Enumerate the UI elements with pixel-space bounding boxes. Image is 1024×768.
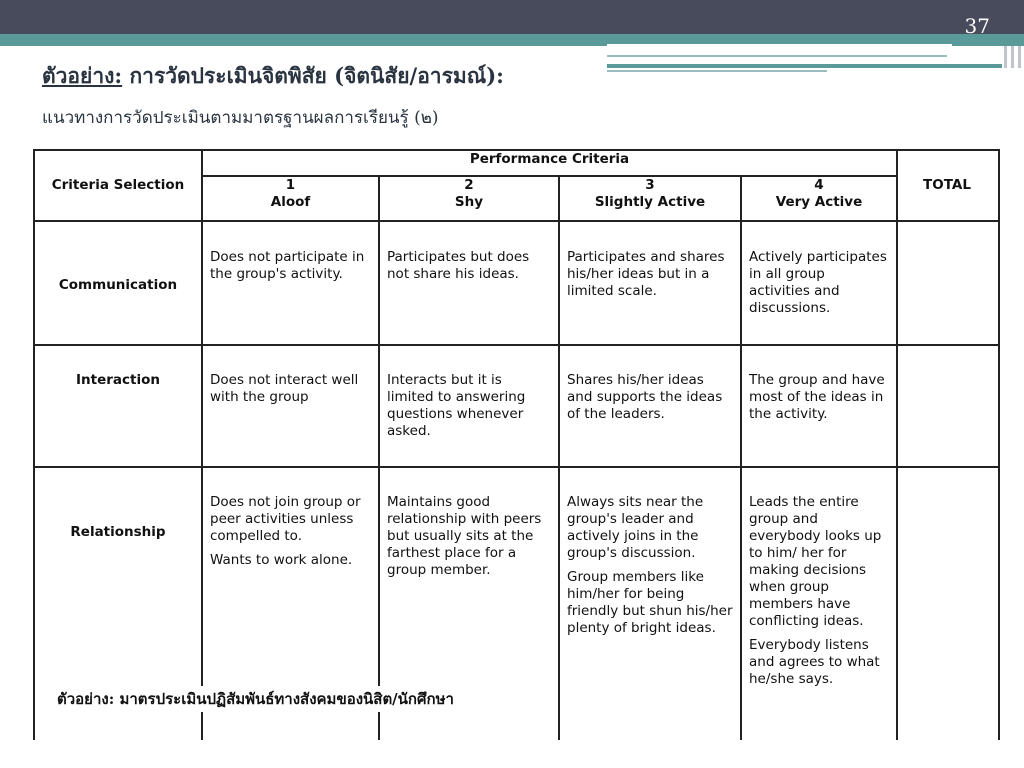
rubric-cell: Participates but does not share his ideas. [387,249,530,282]
accent-line [607,64,1002,68]
rubric-cell: Does not interact well with the group [210,372,359,405]
rubric-cell: Participates and shares his/her ideas but in a limited scale. [567,249,725,299]
grid-line [558,177,560,740]
criteria-header: Criteria Selection [51,177,185,193]
grid-line [740,177,742,740]
rubric-cell: Interacts but it is limited to answering questions whenever asked. [387,372,526,439]
grid-line [896,151,898,740]
rubric-cell: Shares his/her ideas and supports the ideas of the leaders. [567,372,723,422]
rubric-cell: Actively participates in all group activities and discussions. [749,249,887,316]
decorative-bar [1018,46,1021,68]
level-header: 4 Very Active [775,177,863,210]
top-banner [0,0,1024,34]
accent-line [607,44,952,49]
level-header: 2 Shy [454,177,484,210]
title-text: การวัดประเมินจิตพิสัย (จิตนิสัย/อารมณ์): [122,63,504,88]
decorative-bar [1004,46,1007,68]
grid-line [378,177,380,740]
rubric-cell: Always sits near the group's leader and actively joins in the group's discussion. Group members like him/her for being friendly but shun his/her plenty of bright ideas. [567,494,733,636]
grid-line [35,344,998,346]
performance-header: Performance Criteria [469,151,630,167]
title-prefix: ตัวอย่าง: [42,63,123,88]
accent-line [607,55,947,57]
grid-line [35,466,998,468]
level-header: 1 Aloof [270,177,311,210]
slide-title [42,60,504,93]
grid-line [35,220,998,222]
level-header: 3 Slightly Active [594,177,706,210]
rubric-cell: Does not join group or peer activities unless compelled to. Wants to work alone. [210,494,361,568]
rubric-cell: The group and have most of the ideas in the activity. [749,372,885,422]
decorative-bar [1011,46,1014,68]
slide-subtitle: แนวทางการวัดประเมินตามมาตรฐานผลการเรียนรู้ (๒) [42,108,439,128]
rubric-cell: Does not participate in the group's activity. [210,249,365,282]
accent-line [607,70,827,72]
rubric-table [33,149,1000,740]
rubric-cell: Maintains good relationship with peers but usually sits at the farthest place for a group member. [387,494,542,578]
criterion-label: Interaction [76,372,160,388]
grid-line [201,151,203,740]
caption: ตัวอย่าง: มาตรประเมินปฏิสัมพันธ์ทางสังคมของนิสิต/นักศึกษา [53,686,458,712]
total-header: TOTAL [923,177,971,193]
rubric-cell: Leads the entire group and everybody looks up to him/ her for making decisions when group members have conflicting ideas. Everybody listens and agrees to what he/she says. [749,494,882,687]
criterion-label: Communication [58,277,178,293]
criterion-label: Relationship [70,524,166,540]
page-number: 37 [964,14,990,38]
